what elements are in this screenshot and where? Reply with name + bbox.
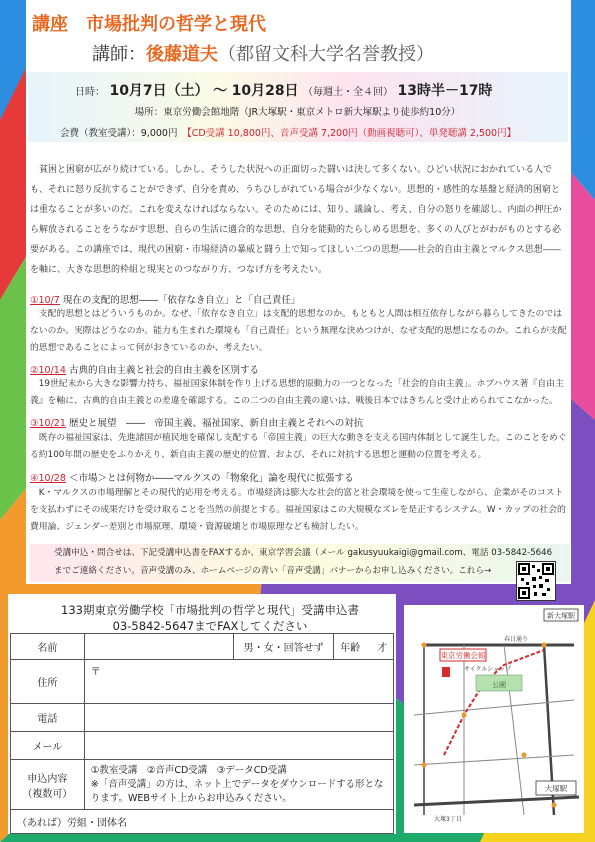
session-3-heading: [30, 415, 568, 429]
phone-label: 電話: [11, 704, 85, 732]
session-1-heading: [30, 292, 568, 306]
age-field[interactable]: [334, 634, 394, 660]
access-map-graphic: [404, 605, 584, 833]
age-label: 年齢: [340, 643, 361, 654]
contact-line-2: までご連絡ください。音声受講のみ、ホームページの青い「音声受講」バナーからお申し込みください。これら→: [54, 566, 492, 576]
map-venue-marker: [442, 667, 450, 677]
lecturer-prefix: 講師：: [92, 44, 146, 65]
session-1-date: ①10/7: [30, 295, 60, 306]
type-label: 申込内容: [27, 773, 68, 785]
map-bottom-label: 大塚3丁目: [434, 816, 462, 823]
session-4-date: ④10/28: [30, 473, 66, 484]
venue-line: 場所：東京労働会館地階（JR大塚駅・東京メトロ新大塚駅より徒歩約10分）: [134, 107, 461, 118]
map-cycle-shop-label: サイクルショップ: [464, 666, 512, 673]
lecturer-affiliation: （都留文科大学名誉教授）: [218, 44, 434, 65]
application-form: [10, 633, 394, 834]
org-field[interactable]: [11, 810, 394, 834]
qr-code[interactable]: [516, 561, 556, 601]
name-label: 名前: [11, 634, 85, 660]
lecturer-line: [92, 40, 434, 66]
address-field[interactable]: [84, 660, 393, 704]
session-3-date: ③10/21: [30, 418, 66, 429]
qr-code-graphic: [517, 562, 555, 600]
schedule-line: [75, 80, 492, 100]
session-2-title: 古典的自由主義と社会的自由主義を区別する: [68, 365, 259, 376]
session-2-date: ②10/14: [30, 365, 66, 376]
schedule-label: 日時：: [75, 87, 105, 98]
name-field[interactable]: [84, 634, 233, 660]
session-4-heading: [30, 470, 568, 484]
gender-options[interactable]: 男・女・回答せず: [234, 634, 334, 660]
form-heading: [30, 602, 390, 634]
postal-mark: 〒: [90, 667, 101, 678]
fee-line: [60, 125, 516, 139]
session-3-body: 既存の福祉国家は、先進諸国が植民地を確保し支配する「帝国主義」の巨大な動きを支える国内体制として誕生した。このことをめぐる約100年間の歴史をふりかえり、新自由主義の歴史的位置、および、それに対抗する思想と運動の位置を考える。: [30, 433, 567, 460]
map-park-label: 公園: [492, 681, 506, 689]
session-1-body: 支配的思想とはどういうものか。なぜ、「依存なき自立」は支配的思想なのか。もともと人間は相互依存しながら暮らしてきたのではないのか。実際はどうなのか。能力も生まれた環境も「自己責任」という無理な決めつけが、なぜ支配的思想になるのか。これらが支配的思想であることによって何がおきているのか、考えたい。: [30, 309, 567, 353]
address-label: 住所: [11, 660, 85, 704]
schedule-end: 10月28日: [231, 83, 299, 99]
map-subway-label: 新大塚駅: [547, 612, 575, 620]
session-2-heading: [30, 362, 568, 376]
type-note: ※「音声受講」の方は、ネット上でデータをダウンロードする形となります。WEBサイト上からお申込みください。: [90, 778, 384, 804]
map-route-label: 春日通り: [504, 636, 529, 643]
schedule-time: 13時半－17時: [397, 83, 493, 99]
org-label: （あれば）労組・団体名: [17, 818, 127, 829]
fee-options: 【CD受講 10,800円、音声受講 7,200円（動画視聴可）、単発聴講 2,500円】: [186, 128, 517, 139]
session-3-title: 歴史と展望 ―― 帝国主義、福祉国家、新自由主義とそれへの対抗: [68, 418, 364, 429]
fee-base: 会費（教室受講）：9,000円: [60, 128, 187, 139]
schedule-start: 10月7日（土）: [109, 83, 209, 99]
map-venue-label: 東京労働会館: [440, 651, 486, 660]
contact-line-1: 受講申込・問合せは、下記受講申込書をFAXするか、東京学習会議（メール gakusyuukaigi@gmail.com、電話 03-5842-5646: [54, 548, 553, 558]
mail-label: メール: [11, 732, 85, 760]
contact-box: [30, 544, 570, 582]
page-title: 講座 市場批判の哲学と現代: [32, 14, 266, 35]
form-heading-fax: 03-5842-5647までFAXしてください: [112, 619, 308, 633]
session-4-title: ＜市場＞とは何物か――マルクスの「物象化」論を現代に拡張する: [68, 473, 354, 484]
phone-field[interactable]: [84, 704, 393, 732]
schedule-note: （毎週土・全４回）: [303, 87, 394, 98]
intro-text: 貧困と困窮が広がり続けている。しかし、そうした状況への正面切った闘いは決して多くない。ひどい状況におかれている人でも、それに怒り反抗することができず、自分を責め、うちひしがれている場合が少なくない。思想的・感性的な基盤と経済的困窮とは重なることが多いのだ。これを変えなければならない。そのためには、知り、議論し、考え、自分の怒りを確認し、内面の押圧から解放されることをうながす思想、自らの生活に適合的な思想、自分を能動的たらしめる思想を、多くの人びとがわがものとする必要がある。この講座では、現代の困窮・市場経済の暴威と闘う上で知ってほしい二つの思想――社会的自由主義とマルクス思想――を軸に、大きな思想的枠組と現実とのつながり方、つなげ方を考えたい。: [30, 165, 562, 275]
session-1-title: 現在の支配的思想――「依存なき自立」と「自己責任」: [62, 295, 301, 306]
age-unit: 才: [377, 643, 387, 654]
form-heading-title: 133期東京労働学校「市場批判の哲学と現代」受講申込書: [61, 603, 359, 617]
type-field[interactable]: [84, 760, 393, 810]
schedule-sep: ～: [213, 83, 228, 99]
type-label-cell: [11, 760, 85, 810]
access-map: [404, 605, 584, 833]
session-4-body: K・マルクスの市場理解とその現代的応用を考える。市場経済は膨大な社会的富と社会環境を使って生産しながら、企業がそのコストを支払わずにその成果だけを受け取ることを当然の前提とする。福祉国家はこの大規模なズレを是正するシステム。W・カップの社会的費用論、ジェンダー差別と市場原理、環境・資源破壊と市場原理なども検討したい。: [30, 488, 566, 532]
map-station-label: 大塚駅: [544, 784, 568, 793]
lecturer-name: 後藤道夫: [146, 44, 218, 65]
mail-field[interactable]: [84, 732, 393, 760]
type-label-sub: （複数可）: [22, 788, 73, 800]
session-2-body: 19世紀末から大きな影響力持ち、福祉国家体制を作り上げる思想的原動力の一つとなった「社会的自由主義」。ホブハウス著『自由主義』を軸に、古典的自由主義との差違を確認する。この二つの自由主義の違いは、戦後日本ではきちんと受け止められてこなかった。: [30, 379, 564, 406]
type-options: ①教室受講 ②音声CD受講 ③データCD受講: [90, 764, 287, 776]
